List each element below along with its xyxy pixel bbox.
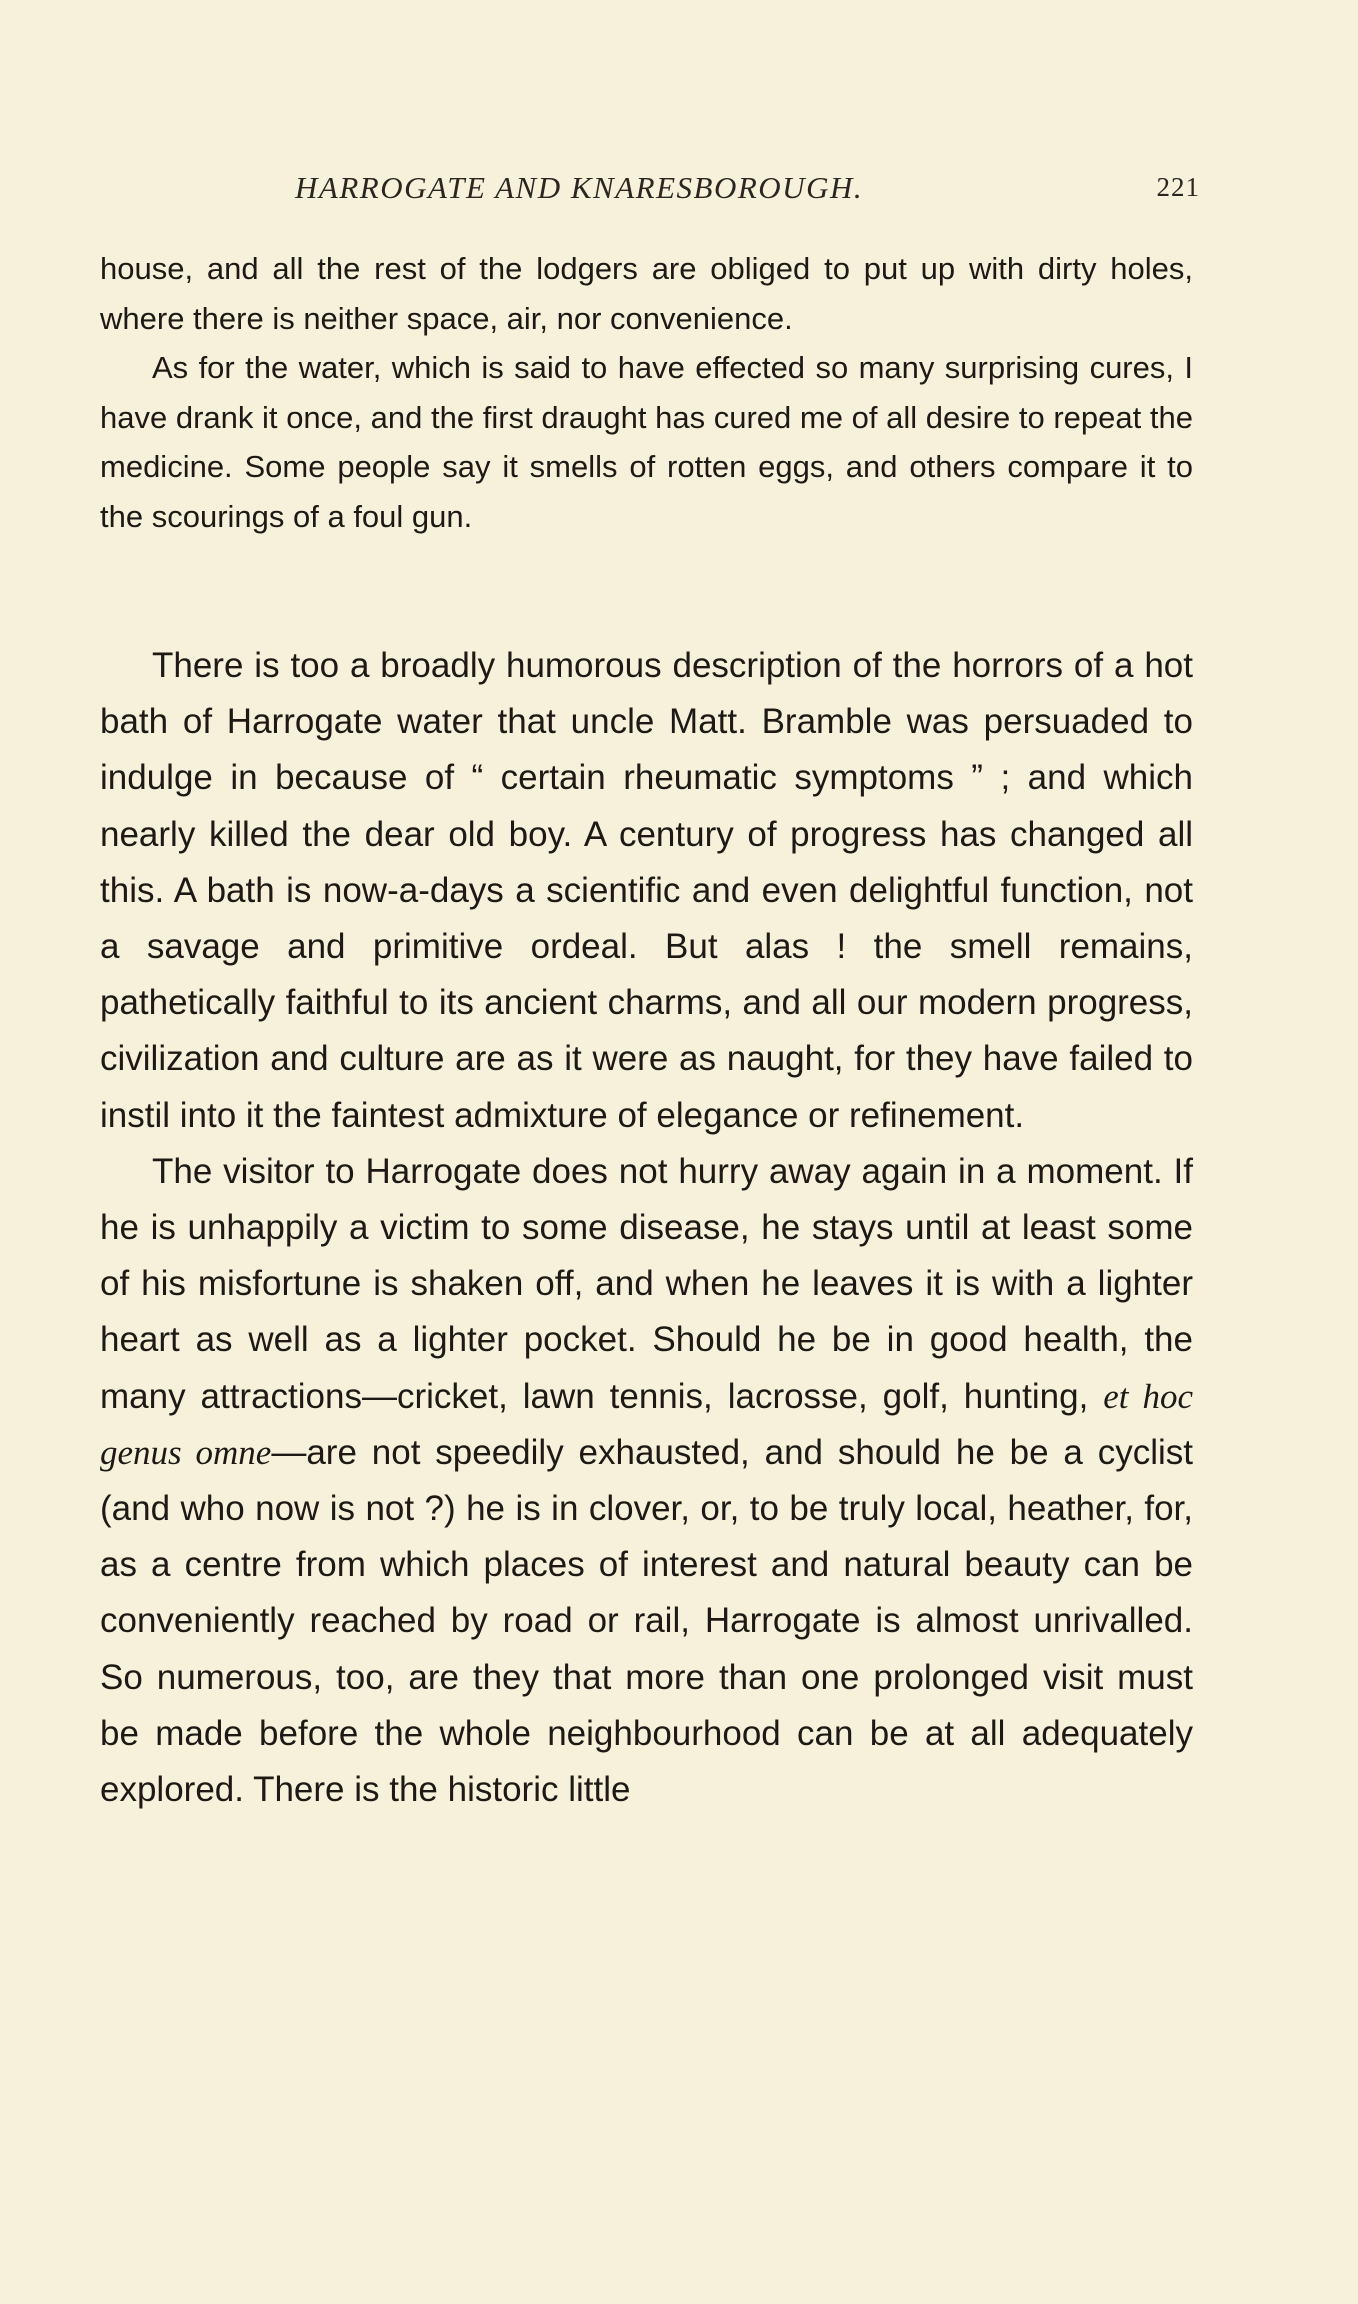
latin-phrase: et hoc genus omne xyxy=(100,1376,1193,1472)
quote-paragraph: As for the water, which is said to have effected so many surprising cures, I have drank it once, and the first draught has cured me of all desire to repeat the medicine. Some people say it smells of rotten eggs, and others compare it to the scourings of a foul gun. xyxy=(100,350,1193,534)
body-text xyxy=(100,638,1193,1818)
running-title: HARROGATE AND KNARESBOROUGH. xyxy=(295,170,864,205)
paragraph-text: —are not speedily exhausted, and should he be a cyclist (and who now is not ?) he is in clover, or, to be truly local, heather, for, as a centre from which places of interest and natural beauty can be conveniently reached by road or rail, Harrogate is almost unrivalled. So numerous, too, are they that more than one prolonged visit must be made before the whole neighbourhood can be at all adequately explored. There is the historic little xyxy=(100,1432,1194,1810)
body-paragraph: There is too a broadly humorous description of the horrors of a hot bath of Harrogate water that uncle Matt. Bramble was persuaded to indulge in because of “ certain rheumatic symptoms ” ; and which nearly killed the dear old boy. A century of progress has changed all this. A bath is now-a-days a scientific and even delightful function, not a savage and primitive ordeal. But alas ! the smell remains, pathetically faithful to its ancient charms, and all our modern progress, civilization and culture are as it were as naught, for they have failed to instil into it the faintest admixture of elegance or refinement. xyxy=(100,646,1193,1135)
page-header xyxy=(100,170,1200,214)
paragraph-text: The visitor to Harrogate does not hurry away again in a moment. If he is unhappily a victim to some disease, he stays until at least some of his misfortune is shaken off, and when he leaves it is with a lighter heart as well as a lighter pocket. Should he be in good health, the many attractions—cricket, lawn tennis, lacrosse, golf, hunting, xyxy=(100,1151,1193,1416)
body-paragraph xyxy=(100,1144,1193,1818)
page-number: 221 xyxy=(1156,172,1200,202)
quote-paragraph: house, and all the rest of the lodgers are obliged to put up with dirty holes, where there is neither space, air, nor convenience. xyxy=(100,251,1193,336)
quoted-passage xyxy=(100,244,1193,541)
